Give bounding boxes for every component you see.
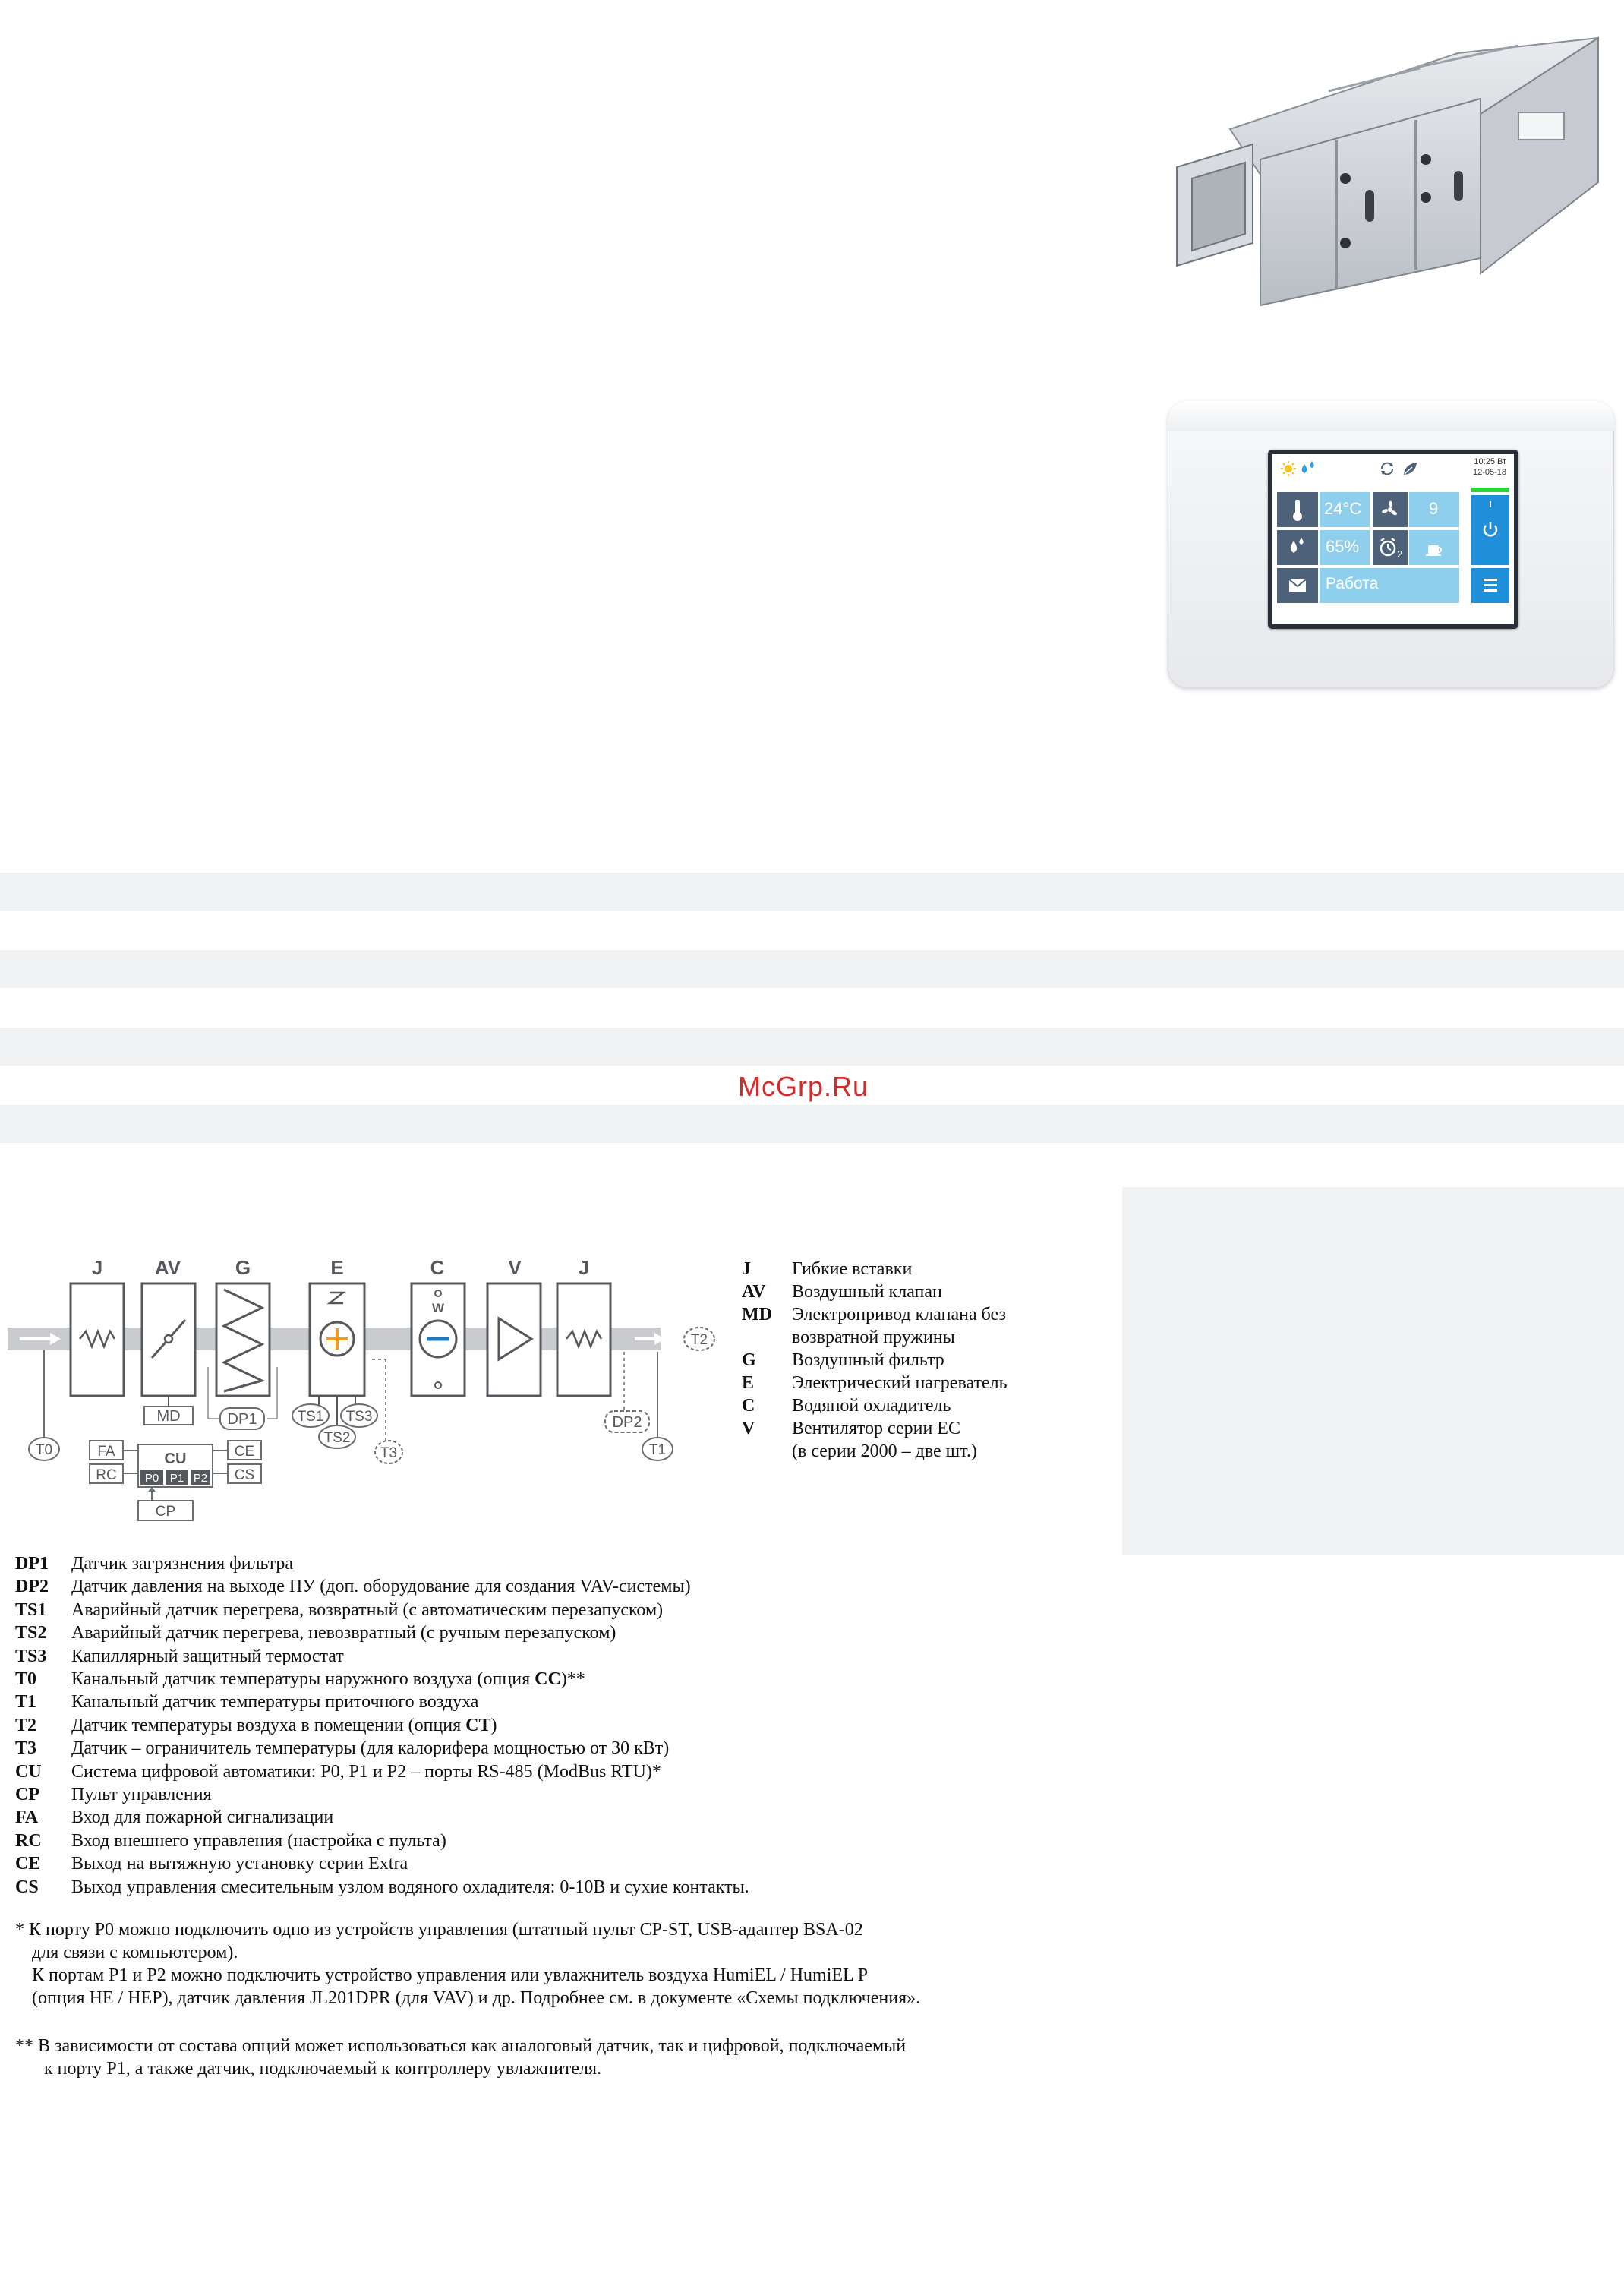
cu-label: CU [164,1451,187,1467]
note-2-line-1: ** В зависимости от состава опций может использоваться как аналоговый датчик, так и цифровой, подключаемый [15,2036,907,2056]
sensor-row: DP1 Датчик загрязнения фильтра [15,1554,294,1574]
mode-tile[interactable] [1409,530,1459,565]
legend-row: AV Воздушный клапан [742,1282,942,1302]
refresh-icon [1379,460,1395,477]
legend-row: MD Электропривод клапана без возвратной пружины [742,1305,1006,1347]
header-c: C [430,1256,445,1279]
alarm-clock-icon [1373,530,1408,565]
legend-row: E Электрический нагреватель [742,1373,1008,1393]
cup-icon [1409,530,1459,565]
ventilation-schematic [8,1246,721,1526]
legend-row: C Водяной охладитель [742,1396,951,1416]
cs-label: CS [234,1467,255,1483]
t3-label: T3 [380,1445,398,1461]
legend-row: (в серии 2000 – две шт.) [792,1441,977,1461]
cu-port-p2: P2 [193,1472,208,1485]
menu-button[interactable] [1471,568,1509,603]
sensor-row: T3 Датчик – ограничитель температуры (для калорифера мощностью от 30 кВт) [15,1738,670,1759]
temperature-value: 24°C [1324,499,1362,518]
humidity-tile-icon [1277,530,1318,565]
spec-band-1 [0,873,1624,911]
note-1-line-1: * К порту P0 можно подключить одно из устройств управления (штатный пульт CP-ST, USB-адаптер BSA-02 [15,1920,863,1940]
fa-label: FA [97,1444,115,1460]
air-filter [216,1283,270,1396]
header-v: V [508,1256,522,1279]
legend-row: G Воздушный фильтр [742,1350,944,1370]
note-2-line-2: к порту P1, а также датчик, подключаемый к контроллеру увлажнителя. [44,2059,601,2079]
header-j1: J [91,1256,103,1279]
humidity-drops-icon [1298,459,1318,478]
humidity-drop-icon [1277,530,1318,565]
dp1-label: DP1 [227,1411,257,1428]
t0-label: T0 [35,1442,53,1458]
sensor-row: T1 Канальный датчик температуры приточного воздуха [15,1692,479,1713]
status-green-bar [1471,488,1509,492]
fan-speed-value: 9 [1429,499,1439,518]
fan-tile-icon [1373,492,1408,527]
legend-row: J Гибкие вставки [742,1259,913,1279]
messages-tile[interactable] [1277,568,1318,603]
cp-label: CP [155,1504,176,1520]
thermometer-icon [1277,492,1318,527]
t1-label: T1 [648,1442,667,1458]
note-1-line-3: К портам P1 и P2 можно подключить устройство управления или увлажнитель воздуха HumiEL / HumiEL P [32,1965,869,1985]
humidity-tile[interactable] [1320,530,1370,565]
sensor-row: TS1 Аварийный датчик перегрева, возвратный (с автоматическим перезапуском) [15,1599,664,1620]
fan-icon [1373,492,1408,527]
cu-port-p0: P0 [144,1472,159,1485]
fan-speed-tile[interactable] [1409,492,1459,527]
legend-sensors [15,1552,749,1899]
legend-row: V Вентилятор серии EC [742,1419,960,1438]
header-av: AV [154,1256,181,1279]
sensor-row: CU Система цифровой автоматики: P0, P1 и P2 – порты RS-485 (ModBus RTU)* [15,1761,661,1782]
temperature-tile[interactable] [1320,492,1370,527]
spec-band-2 [0,950,1624,988]
header-g: G [235,1256,251,1279]
t2-label: T2 [690,1332,708,1348]
panel-screen [1268,450,1518,629]
temperature-tile-icon [1277,492,1318,527]
side-grey-box [1122,1187,1624,1555]
leaf-icon [1402,460,1418,477]
timer-tile[interactable] [1373,530,1408,565]
sensor-row: CP Пульт управления [15,1785,212,1805]
header-j2: J [578,1256,590,1279]
air-handling-unit-image [1162,23,1617,319]
sensor-row: FA Вход для пожарной сигнализации [15,1807,334,1828]
dp2-label: DP2 [612,1414,642,1431]
panel-top-bar [1272,454,1514,485]
humidity-value: 65% [1326,537,1360,556]
panel-date: 12-05-18 [1472,468,1506,477]
header-e: E [330,1256,344,1279]
control-panel-image [1168,401,1614,688]
power-button[interactable] [1471,495,1509,565]
power-icon [1471,495,1509,565]
sensor-row: T0 Канальный датчик температуры наружного воздуха (опция CC)** [15,1669,585,1690]
sensor-row: CE Выход на вытяжную установку серии Extra [15,1854,408,1874]
timer-index: 2 [1397,548,1403,560]
sensor-row: DP2 Датчик давления на выходе ПУ (доп. оборудование для создания VAV-системы) [15,1577,691,1597]
sensor-row: RC Вход внешнего управления (настройка с пульта) [15,1830,446,1851]
cooler-w-label: W [431,1301,445,1315]
cu-port-p1: P1 [169,1472,184,1485]
menu-icon [1471,568,1509,603]
sensor-row: TS3 Капиллярный защитный термостат [15,1646,344,1666]
ce-label: CE [234,1444,255,1460]
sensor-row: T2 Датчик температуры воздуха в помещении (опция CT) [15,1715,497,1735]
note-1-line-2: для связи с компьютером). [32,1943,238,1962]
flex-insert-2 [557,1283,610,1396]
rc-label: RC [96,1467,117,1483]
spec-band-4 [0,1105,1624,1143]
spec-band-3 [0,1028,1624,1066]
envelope-icon [1277,568,1318,603]
flex-insert-1 [71,1283,124,1396]
footnotes [15,1918,920,2080]
status-text: Работа [1326,575,1379,592]
ts2-label: TS2 [323,1430,351,1446]
sensor-row: TS2 Аварийный датчик перегрева, невозвратный (с ручным перезапуском) [15,1623,616,1643]
sensor-row: CS Выход управления смесительным узлом водяного охладителя: 0-10В и сухие контакты. [15,1877,749,1897]
watermark: McGrp.Ru [738,1071,869,1102]
sun-icon [1280,460,1297,477]
status-tile[interactable] [1320,568,1459,603]
md-label: MD [156,1408,181,1425]
legend-components [742,1258,1111,1463]
ts1-label: TS1 [297,1409,324,1425]
note-1-line-4: (опция HE / HEP), датчик давления JL201DPR (для VAV) и др. Подробнее см. в документе «Схемы подключения». [32,1988,921,2008]
panel-time: 10:25 Вт [1474,457,1506,466]
ts3-label: TS3 [345,1409,373,1425]
